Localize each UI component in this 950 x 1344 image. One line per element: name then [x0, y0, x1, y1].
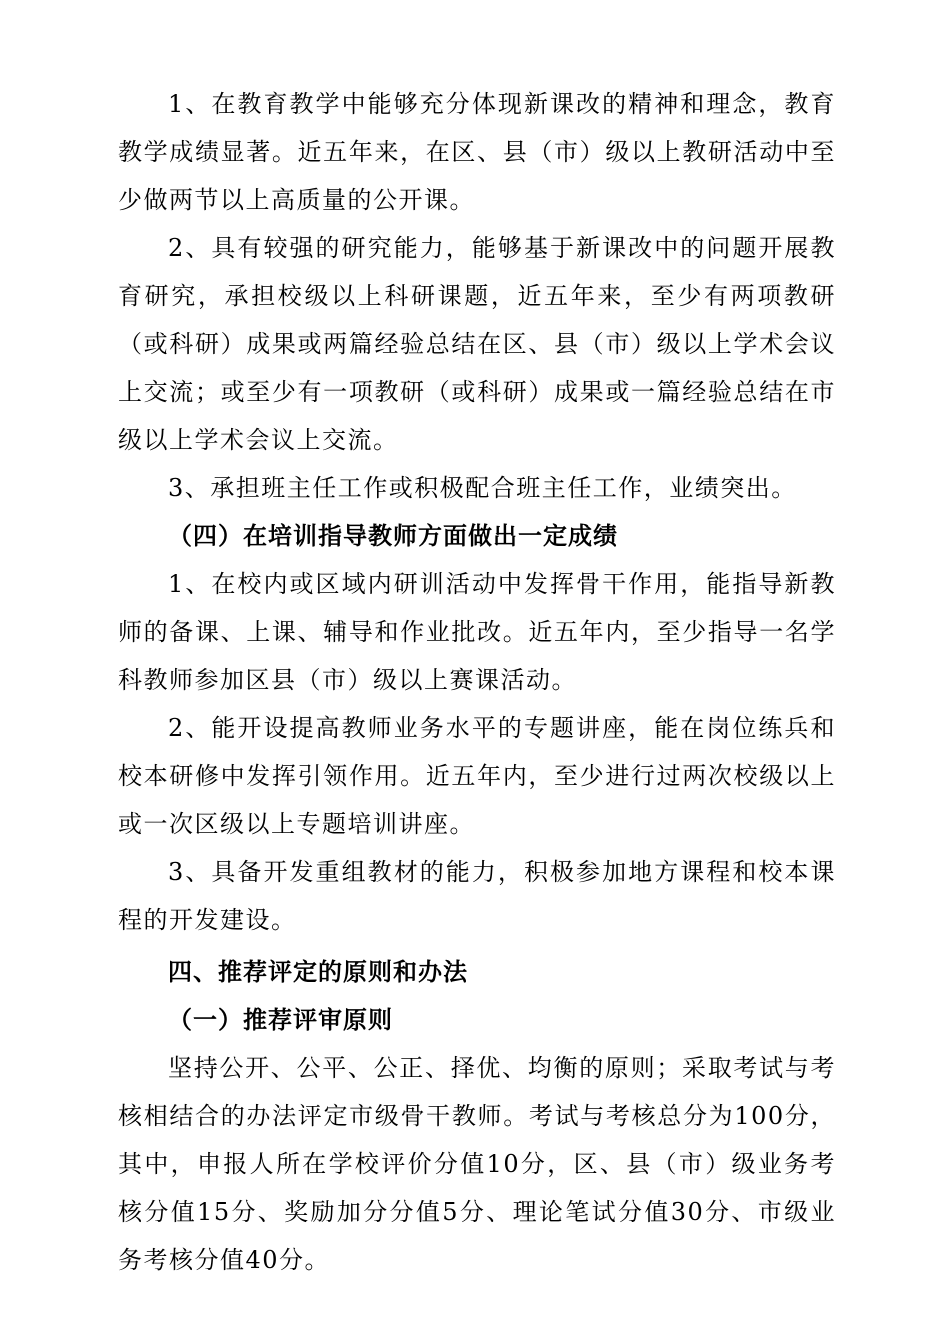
- subsection-heading-review-principles: （一）推荐评审原则: [168, 1006, 393, 1034]
- paragraph-4: 1、在校内或区域内研训活动中发挥骨干作用，能指导新教师的备课、上课、辅导和作业批改。近五年内，至少指导一名学科教师参加区县（市）级以上赛课活动。: [118, 570, 836, 694]
- paragraph-7: 坚持公开、公平、公正、择优、均衡的原则；采取考试与考核相结合的办法评定市级骨干教师。考试与考核总分为100分，其中，申报人所在学校评价分值10分，区、县（市）级业务考核分值15分、奖励加分分值5分、理论笔试分值30分、市级业务考核分值40分。: [118, 1054, 836, 1274]
- paragraph-1: 1、在教育教学中能够充分体现新课改的精神和理念，教育教学成绩显著。近五年来，在区、县（市）级以上教研活动中至少做两节以上高质量的公开课。: [118, 90, 836, 214]
- paragraph-3: 3、承担班主任工作或积极配合班主任工作，业绩突出。: [168, 474, 797, 502]
- section-heading-training: （四）在培训指导教师方面做出一定成绩: [168, 522, 618, 550]
- paragraph-6: 3、具备开发重组教材的能力，积极参加地方课程和校本课程的开发建设。: [118, 858, 836, 934]
- document-page: [118, 80, 836, 1284]
- paragraph-5: 2、能开设提高教师业务水平的专题讲座，能在岗位练兵和校本研修中发挥引领作用。近五年内，至少进行过两次校级以上或一次区级以上专题培训讲座。: [118, 714, 836, 838]
- paragraph-2: 2、具有较强的研究能力，能够基于新课改中的问题开展教育研究，承担校级以上科研课题，近五年来，至少有两项教研（或科研）成果或两篇经验总结在区、县（市）级以上学术会议上交流；或至少有一项教研（或科研）成果或一篇经验总结在市级以上学术会议上交流。: [118, 234, 836, 454]
- section-heading-principles-methods: 四、推荐评定的原则和办法: [168, 958, 468, 986]
